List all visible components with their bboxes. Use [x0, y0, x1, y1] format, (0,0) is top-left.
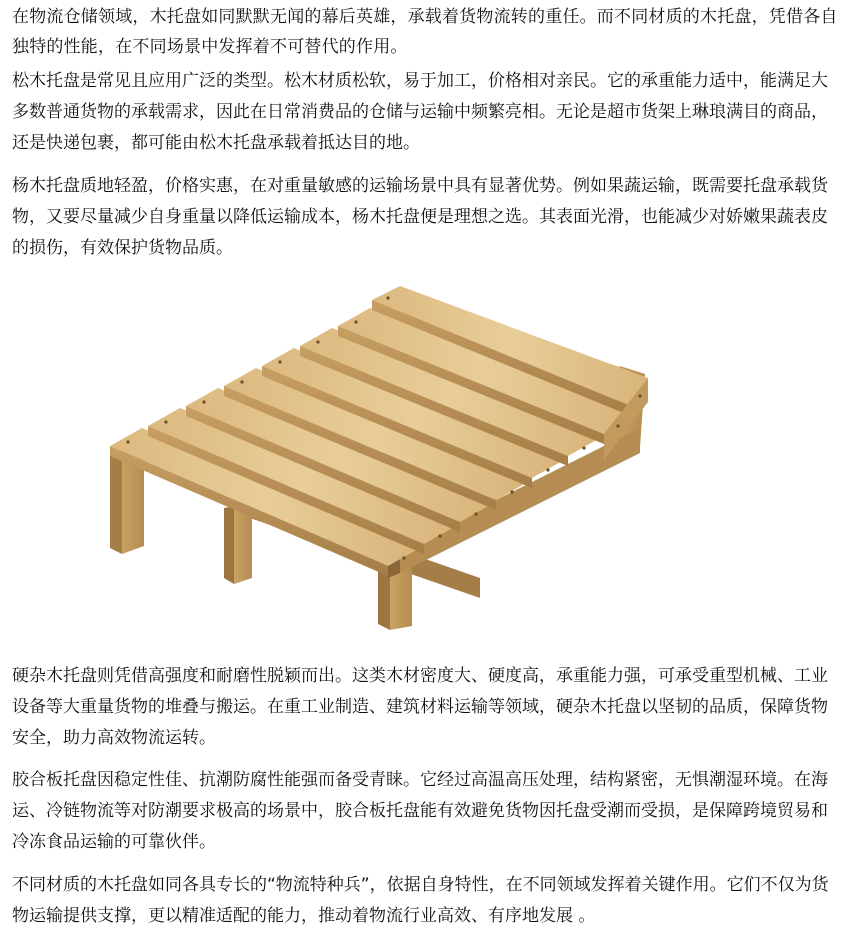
wooden-pallet-photo — [100, 278, 660, 630]
hardwood-pallet-paragraph: 硬杂木托盘则凭借高强度和耐磨性脱颖而出。这类木材密度大、硬度高，承重能力强，可承受重型机械、工业设备等大重量货物的堆叠与搬运。在重工业制造、建筑材料运输等领域，硬杂木托盘以坚韧的品质，保障货物安全，助力高效物流运转。 — [12, 666, 828, 748]
pine-pallet-paragraph: 松木托盘是常见且应用广泛的类型。松木材质松软，易于加工，价格相对亲民。它的承重能力适中，能满足大多数普通货物的承载需求，因此在日常消费品的仓储与运输中频繁亮相。无论是超市货架上琳琅满目的商品，还是快递包裹，都可能由松木托盘承载着抵达目的地。 — [12, 71, 828, 153]
intro-paragraph: 在物流仓储领域，木托盘如同默默无闻的幕后英雄，承载着货物流转的重任。而不同材质的木托盘，凭借各自独特的性能，在不同场景中发挥着不可替代的作用。 — [12, 7, 838, 57]
pallet-slats — [110, 286, 648, 576]
plywood-pallet-paragraph: 胶合板托盘因稳定性佳、抗潮防腐性能强而备受青睐。它经过高温高压处理，结构紧密，无惧潮湿环境。在海运、冷链物流等对防潮要求极高的场景中，胶合板托盘能有效避免货物因托盘受潮而受损，是保障跨境贸易和冷冻食品运输的可靠伙伴。 — [12, 770, 828, 852]
poplar-pallet-paragraph: 杨木托盘质地轻盈，价格实惠，在对重量敏感的运输场景中具有显著优势。例如果蔬运输，既需要托盘承载货物，又要尽量减少自身重量以降低运输成本，杨木托盘便是理想之选。其表面光滑，也能减少对娇嫩果蔬表皮的损伤，有效保护货物品质。 — [12, 176, 828, 258]
conclusion-paragraph: 不同材质的木托盘如同各具专长的“物流特种兵”，依据自身特性，在不同领域发挥着关键作用。它们不仅为货物运输提供支撑，更以精准适配的能力，推动着物流行业高效、有序地发展 。 — [12, 875, 829, 926]
